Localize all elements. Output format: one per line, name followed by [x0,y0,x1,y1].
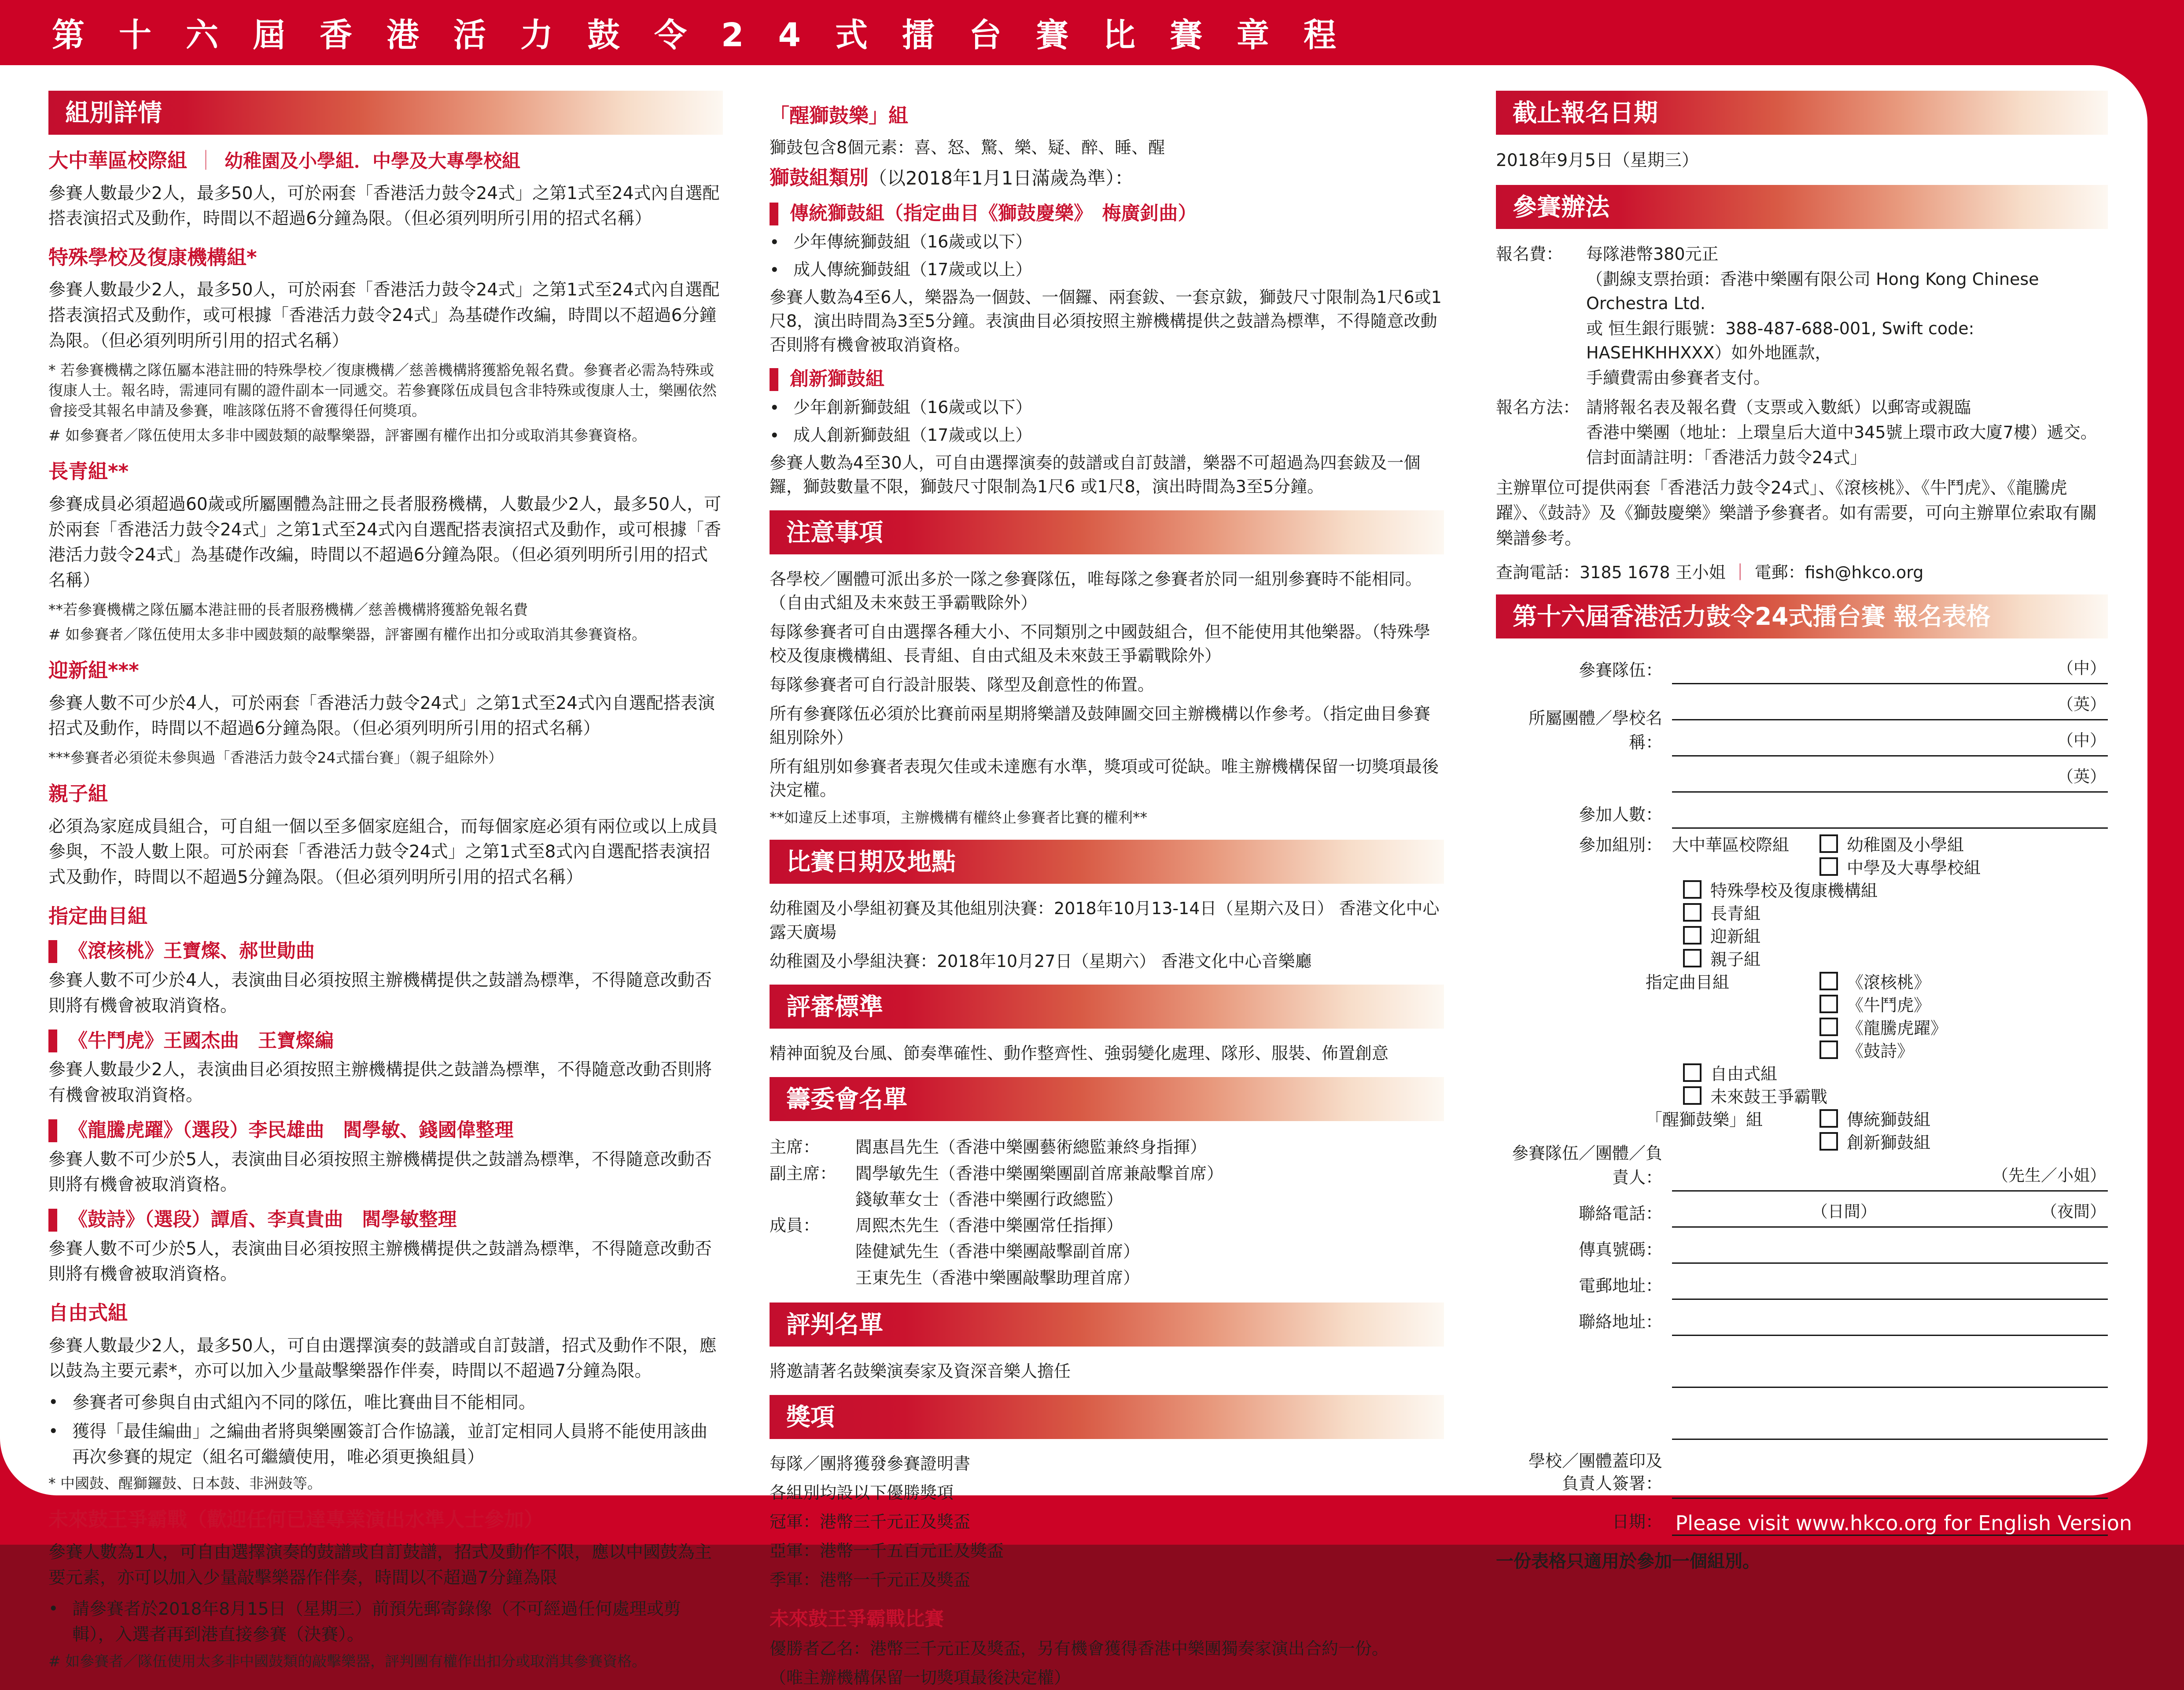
footer-english-version-link[interactable]: Please visit www.hkco.org for English Version [1675,1511,2132,1535]
form-row-category-evergreen [1496,901,2108,924]
section-band-deadline: 截止報名日期 [1496,91,2108,135]
heading-separator: ｜ [196,149,216,172]
form-row-team-chinese [1496,652,2108,684]
footnote-notes: **如違反上述事項，主辦機構有權終止參賽者比賽的權利** [770,809,1147,827]
category-label: 參加組別： [1578,835,1662,855]
fax-input[interactable] [1672,1231,2108,1264]
checkbox-secondary-tertiary[interactable] [1819,857,1838,876]
date-line-2: 幼稚園及小學組決賽：2018年10月27日（星期六） 香港文化中心音樂廳 [770,951,1312,971]
form-note: 一份表格只適用於參加一個組別。 [1496,1551,1760,1572]
address-input-line1[interactable] [1672,1303,2108,1336]
award-line-2: 各組別均設以下優勝獎項 [770,1483,954,1502]
address-input-line3[interactable] [1672,1391,2108,1440]
section-band-committee: 籌委會名單 [770,1077,1444,1121]
checkbox-evergreen[interactable] [1683,903,1702,922]
apply-block [1496,395,2108,471]
note-2: 每隊參賽者可自由選擇各種大小、不同類別之中國鼓組合，但不能使用其他樂器。（特殊學校及復康機構組、長青組、自由式組及未來鼓王爭霸戰除外） [770,622,1431,665]
red-bar-icon [770,203,778,225]
email-label: 電郵地址： [1578,1276,1662,1295]
award-line-5: 季軍：港幣一千元正及獎盃 [770,1570,971,1590]
form-row-category-special [1496,878,2108,901]
piece-desc-long-teng-hu-yue: 參賽人數不可少於5人，表演曲目必須按照主辦機構提供之鼓譜為標準，不得隨意改動否則將有機會被取消資格。 [48,1149,712,1195]
para-judges: 將邀請著名鼓樂演奏家及資深音樂人擔任 [770,1362,1071,1381]
form-row-category-family [1496,947,2108,970]
checkbox-freestyle[interactable] [1683,1063,1702,1082]
bullet-icon: • [770,398,780,417]
footnote-newcomer: ***參賽者必須從未參與過「香港活力鼓令24式擂台賽」（親子組除外） [48,749,503,767]
note-1: 各學校／團體可派出多於一隊之參賽隊伍，唯每隊之參賽者於同一組別參賽時不能相同。（自由式組及未來鼓王爭霸戰除外） [770,569,1422,613]
heading-future-drum-king-contest: 未來鼓王爭霸戰比賽 [770,1607,944,1630]
checkbox-piece-niu-dou-hu[interactable] [1819,995,1838,1013]
fee-line-1: 每隊港幣380元正 [1586,244,1719,264]
apply-label: 報名方法： [1496,398,1580,417]
column-group-details [48,91,723,1670]
form-row-org-chinese [1496,708,2108,756]
checkbox-traditional-lion-drum[interactable] [1819,1109,1838,1128]
para-traditional-lion-drum: 參賽人數為4至6人，樂器為一個鼓、一個鑼、兩套鈸、一套京鈸，獅鼓尺寸限制為1尺6或1尺8，演出時間為3至5分鐘。表演曲目必須按照主辦機構提供之鼓譜為標準，不得隨意改動否則將有機會被取消資格。 [770,288,1442,355]
form-row-category-group1 [1496,832,2108,855]
award-line-1: 每隊／團將獲發參賽證明書 [770,1454,971,1473]
checkbox-piece-long-teng-hu-yue[interactable] [1819,1018,1838,1036]
form-row-category-newcomer [1496,924,2108,947]
piece-heading-traditional-lion-drum: 傳統獅鼓組（指定曲目《獅鼓慶樂》 梅廣釗曲） [770,202,1444,226]
page-title: 第十六屆香港活力鼓令24式擂台賽比賽章程 [52,16,1370,54]
heading-family: 親子組 [48,782,108,806]
piece-heading-gun-he-tao: 《滾核桃》王寶燦、郝世勛曲 [48,940,723,963]
footnote-non-chinese-drums-2: # 如參賽者／隊伍使用太多非中國鼓類的敲擊樂器，評審團有權作出扣分或取消其參賽資格。 [48,625,647,643]
checkbox-family[interactable] [1683,949,1702,967]
checkbox-special-school[interactable] [1683,880,1702,899]
committee-row: 主席： 閻惠昌先生（香港中樂團藝術總監兼終身指揮） [770,1137,1207,1157]
bullet-innovative-adult: • 成人創新獅鼓組（17歲或以上） [770,424,1444,448]
team-name-label: 參賽隊伍： [1578,660,1662,680]
fee-block [1496,242,2108,391]
org-name-english-input[interactable] [1672,760,2108,793]
phone-input[interactable] [1672,1195,2108,1228]
piece-heading-innovative-lion-drum: 創新獅鼓組 [770,368,1444,391]
bullet-icon: • [48,1392,59,1412]
form-row-category-freestyle [1496,1061,2108,1084]
heading-lion-drum-categories: 獅鼓組類別（以2018年1月1日滿歲為準）： [770,166,1134,190]
piece-desc-niu-dou-hu: 參賽人數最少2人，表演曲目必須按照主辦機構提供之鼓譜為標準，不得隨意改動否則將有機會被取消資格。 [48,1060,712,1106]
section-band-method: 參賽辦法 [1496,185,2108,229]
signature-input[interactable] [1672,1498,2108,1499]
signature-label-line2: 負責人簽署： [1562,1474,1662,1494]
bullet-traditional-junior: • 少年傳統獅鼓組（16歲或以下） [770,230,1444,255]
award-line-3: 冠軍：港幣三千元正及獎盃 [770,1512,971,1531]
para-deadline: 2018年9月5日（星期三） [1496,151,1699,170]
para-future-prize: 優勝者乙名：港幣三千元正及獎盃，另有機會獲得香港中樂團獨奏家演出合約一份。 [770,1638,1389,1658]
bullet-freestyle-2: • 獲得「最佳編曲」之編曲者將與樂團簽訂合作協議，並訂定相同人員將不能使用該曲再次參賽的規定（組名可繼續使用，唯必須更換組員） [48,1419,723,1470]
note-3: 每隊參賽者可自行設計服裝、隊型及創意性的佈置。 [770,675,1155,694]
bullet-icon: • [48,1421,59,1441]
form-row-signature [1496,1443,2108,1499]
apply-line-2: 香港中樂團（地址：上環皇后大道中345號上環市政大廈7樓）遞交。 [1586,423,2097,443]
piece-heading-gu-shi: 《鼓詩》（選段）譚盾、李真貴曲 閻學敏整理 [48,1208,723,1232]
piece-desc-gu-shi: 參賽人數不可少於5人，表演曲目必須按照主辦機構提供之鼓譜為標準，不得隨意改動否則將有機會被取消資格。 [48,1239,712,1284]
org-name-label: 所屬團體／學校名稱： [1528,708,1662,752]
form-row-email [1496,1267,2108,1300]
para-scores-available: 主辦單位可提供兩套「香港活力鼓令24式」、《滾核桃》、《牛鬥虎》、《龍騰虎躍》、《鼓詩》及《獅鼓慶樂》樂譜予參賽者。如有需要，可向主辦單位索取有關樂譜參考。 [1496,478,2097,549]
para-family: 必須為家庭成員組合，可自組一個以至多個家庭組合，而每個家庭必須有兩位或以上成員參與，不設人數上限。可於兩套「香港活力鼓令24式」之第1式至8式內自選配搭表演招式及動作，時間以不超過5分鐘為限。（但必須列明所引用的招式名稱） [48,816,718,888]
option-evergreen: 長青組 [1710,904,1761,924]
bullet-icon: • [48,1599,59,1619]
footnote-freestyle: * 中國鼓、醒獅鑼鼓、日本鼓、非洲鼓等。 [48,1475,322,1492]
set-piece-group-label: 指定曲目組 [1646,973,1730,993]
red-bar-icon [48,940,57,963]
option-freestyle: 自由式組 [1710,1064,1778,1084]
para-innovative-lion-drum: 參賽人數為4至30人，可自由選擇演奏的鼓譜或自訂鼓譜，樂器不可超過為四套鈸及一個鑼，獅鼓數量不限，獅鼓尺寸限制為1尺6 或1尺8，演出時間為3至5分鐘。 [770,453,1421,496]
address-label: 聯絡地址： [1578,1312,1662,1332]
bullet-innovative-junior: • 少年創新獅鼓組（16歲或以下） [770,396,1444,420]
heading-freestyle: 自由式組 [48,1301,128,1325]
para-newcomer: 參賽人數不可少於4人，可於兩套「香港活力鼓令24式」之第1式至24式內自選配搭表演招式及動作，時間以不超過6分鐘為限。（但必須列明所引用的招式名稱） [48,693,715,739]
footnote-special-school: * 若參賽機構之隊伍屬本港註冊的特殊學校／復康機構／慈善機構將獲豁免報名費。參賽者必需為特殊或復康人士。報名時，需連同有關的證件副本一同遞交。若參賽隊伍成員包含非特殊或復康人士，樂團依然會接受其報名申請及參賽，唯該隊伍將不會獲得任何獎項。 [48,361,717,419]
heading-newcomer: 迎新組*** [48,659,139,683]
form-row-set-piece-4 [1496,1038,2108,1061]
checkbox-piece-gu-shi[interactable] [1819,1041,1838,1059]
committee-row: 錢敏華女士（香港中樂團行政總監） [855,1189,1123,1209]
red-bar-icon [770,368,778,391]
committee-row: 成員： 周熙杰先生（香港中樂團常任指揮） [770,1216,1123,1236]
para-future-prize-note: （唯主辦機構保留一切獎項最後決定權） [770,1668,1071,1687]
option-piece-long-teng-hu-yue: 《龍騰虎躍》 [1847,1018,1948,1038]
option-future-drum-king: 未來鼓王爭霸戰 [1710,1087,1828,1107]
form-row-set-piece-3 [1496,1015,2108,1038]
heading-evergreen: 長青組** [48,460,129,483]
date-line-1: 幼稚園及小學組初賽及其他組別決賽：2018年10月13-14日（星期六及日） 香港文化中心露天廣場 [770,898,1440,942]
leader-input[interactable] [1672,1159,2108,1192]
heading-set-pieces: 指定曲目組 [48,904,148,928]
apply-line-1: 請將報名表及報名費（支票或入數紙）以郵寄或親臨 [1586,398,1971,417]
english-annotation: （英） [2057,694,2106,714]
section-band-enrolment-form: 第十六屆香港活力鼓令24式擂台賽 報名表格 [1496,594,2108,638]
footnote-evergreen: **若參賽機構之隊伍屬本港註冊的長者服務機構／慈善機構將獲豁免報名費 [48,601,528,618]
org-name-chinese-input[interactable] [1672,724,2108,756]
option-traditional-lion-drum: 傳統獅鼓組 [1847,1110,1931,1130]
bullet-icon: • [770,260,780,280]
heading-special-school: 特殊學校及復康機構組* [48,245,257,269]
form-row-category-group1b [1496,855,2108,878]
section-band-date-venue: 比賽日期及地點 [770,840,1444,884]
piece-heading-long-teng-hu-yue: 《龍騰虎躍》（選段）李民雄曲 閻學敏、錢國偉整理 [48,1119,723,1143]
night-annotation: （夜間） [2041,1202,2106,1221]
red-bar-icon [48,1209,57,1232]
chinese-annotation: （中） [2057,731,2106,750]
enquiry-line: 查詢電話：3185 1678 王小姐 ｜ 電郵：fish@hkco.org [1496,562,1924,582]
option-special-school: 特殊學校及復康機構組 [1710,881,1878,901]
note-4: 所有參賽隊伍必須於比賽前兩星期將樂譜及鼓陣圖交回主辦機構以作參考。（指定曲目參賽組別除外） [770,704,1431,747]
fee-label: 報名費： [1496,244,1563,264]
option-piece-niu-dou-hu: 《牛鬥虎》 [1847,996,1931,1015]
piece-desc-gun-he-tao: 參賽人數不可少於4人，表演曲目必須按照主辦機構提供之鼓譜為標準，不得隨意改動否則將有機會被取消資格。 [48,970,712,1016]
fee-line-2: （劃線支票抬頭：香港中樂團有限公司 Hong Kong Chinese Orchestra Ltd. [1586,269,2039,313]
heading-future-drum-king: 未來鼓王爭霸戰（歡迎任何已達專業演出水準人士參加） [48,1508,544,1531]
checkbox-innovative-lion-drum[interactable] [1819,1132,1838,1151]
para-freestyle: 參賽人數最少2人，最多50人，可自由選擇演奏的鼓譜或自訂鼓譜，招式及動作不限，應以鼓為主要元素*，亦可以加入少量敲擊樂器作伴奏，時間以不超過7分鐘為限。 [48,1336,717,1381]
footnote-non-chinese-drums: # 如參賽者／隊伍使用太多非中國鼓類的敲擊樂器，評審團有權作出扣分或取消其參賽資格。 [48,427,647,444]
checkbox-piece-gun-he-tao[interactable] [1819,972,1838,990]
form-row-phone [1496,1195,2108,1228]
form-row-address-2 [1496,1339,2108,1388]
option-family: 親子組 [1710,950,1761,970]
option-innovative-lion-drum: 創新獅鼓組 [1847,1133,1931,1153]
para-evergreen: 參賽成員必須超過60歲或所屬團體為註冊之長者服務機構，人數最少2人，最多50人，可於兩套「香港活力鼓令24式」之第1式至24式內自選配搭表演招式及動作，或可根據「香港活力鼓令24式」為基礎作改編，時間以不超過6分鐘為限。（但必須列明所引用的招式名稱） [48,494,722,590]
section-band-awards: 獎項 [770,1395,1444,1439]
leader-label: 參賽隊伍／團體／負責人： [1511,1143,1662,1187]
para-special-school: 參賽人數最少2人，最多50人，可於兩套「香港活力鼓令24式」之第1式至24式內自選配搭表演招式及動作，或可根據「香港活力鼓令24式」為基礎作改編，時間以不超過6分鐘為限。（但必須列明所引用的招式名稱） [48,280,720,351]
award-line-4: 亞軍：港幣一千五百元正及獎盃 [770,1541,1004,1561]
team-name-chinese-input[interactable] [1672,652,2108,684]
section-band-notes: 注意事項 [770,510,1444,554]
mr-ms-annotation: （先生／小姐） [1992,1166,2106,1185]
footnote-future-drum-king: # 如參賽者／隊伍使用太多非中國鼓類的敲擊樂器，評判團有權作出扣分或取消其參賽資格。 [48,1652,647,1670]
participants-label: 參加人數： [1578,804,1662,824]
fee-line-4: 手續費需由參賽者支付。 [1586,368,1771,388]
piece-heading-niu-dou-hu: 《牛鬥虎》王國杰曲 王寶燦編 [48,1029,723,1053]
red-bar-icon [48,1029,57,1052]
email-input[interactable] [1672,1267,2108,1300]
para-interschool: 參賽人數最少2人，最多50人，可於兩套「香港活力鼓令24式」之第1式至24式內自選配搭表演招式及動作，時間以不超過6分鐘為限。（但必須列明所引用的招式名稱） [48,183,720,229]
column-lion-drum-and-info [770,91,1444,1687]
fee-line-3: 或 恒生銀行賬號：388-487-688-001, Swift code: HASEHKHHXXX）如外地匯款， [1586,319,1974,363]
option-piece-gu-shi: 《鼓詩》 [1847,1041,1914,1061]
form-row-org-english [1496,760,2108,793]
phone-label: 聯絡電話： [1578,1203,1662,1223]
fax-label: 傳真號碼： [1578,1240,1662,1259]
form-row-category-future-drum-king [1496,1084,2108,1107]
form-row-fax [1496,1231,2108,1264]
option-newcomer: 迎新組 [1710,927,1761,947]
option-piece-gun-he-tao: 《滾核桃》 [1847,973,1931,993]
form-row-set-piece-2 [1496,993,2108,1015]
english-annotation: （英） [2057,767,2106,786]
red-bar-icon [48,1119,57,1142]
committee-row: 王東先生（香港中樂團敲擊助理首席） [855,1268,1140,1288]
checkbox-kindergarten-primary[interactable] [1819,834,1838,853]
committee-row: 副主席： 閻學敏先生（香港中樂團樂團副首席兼敲擊首席） [770,1163,1224,1183]
date-label: 日期： [1612,1512,1662,1531]
section-band-group-details: 組別詳情 [48,91,723,135]
form-row-address [1496,1303,2108,1336]
section-band-judges: 評判名單 [770,1303,1444,1347]
heading-greater-china-interschool: 大中華區校際組 ｜ 幼稚園及小學組．中學及大專學校組 [48,149,521,172]
signature-label-line1: 學校／團體蓋印及 [1528,1451,1662,1471]
enquiry-separator: ｜ [1731,562,1749,582]
committee-row: 陸健斌先生（香港中樂團敲擊副首席） [855,1242,1140,1262]
form-row-set-piece-1 [1496,970,2108,993]
form-row-lion-drum-1 [1496,1107,2108,1130]
daytime-annotation: （日間） [1811,1202,1877,1221]
bullet-future-drum-king: • 請參賽者於2018年8月15日（星期三）前預先郵寄錄像（不可經過任何處理或剪輯），入選者再到港直接參賽（決賽）。 [48,1597,723,1647]
bullet-icon: • [770,232,780,252]
top-title-bar [0,0,2184,65]
para-future-drum-king: 參賽人數為1人，可自由選擇演奏的鼓譜或自訂鼓譜，招式及動作不限，應以中國鼓為主要元素，亦可以加入少量敲擊樂器作伴奏，時間以不超過7分鐘為限 [48,1542,712,1588]
checkbox-newcomer[interactable] [1683,926,1702,945]
note-5: 所有組別如參賽者表現欠佳或未達應有水準，獎項或可從缺。唯主辦機構保留一切獎項最後決定權。 [770,756,1439,800]
lion-drum-group-label: 「醒獅鼓樂」組 [1646,1110,1763,1130]
section-band-criteria: 評審標準 [770,985,1444,1029]
para-criteria: 精神面貌及台風、節奏準確性、動作整齊性、強弱變化處理、隊形、服裝、佈置創意 [770,1044,1389,1063]
bullet-traditional-adult: • 成人傳統獅鼓組（17歲或以上） [770,258,1444,282]
option-kindergarten-primary: 幼稚園及小學組 [1847,835,1964,855]
heading-lion-drum-group: 「醒獅鼓樂」組 [770,104,909,127]
apply-line-3: 信封面請註明：「香港活力鼓令24式」 [1586,448,1867,468]
team-name-english-input[interactable] [1672,688,2108,720]
bullet-icon: • [770,425,780,445]
chinese-annotation: （中） [2057,658,2106,678]
form-row-address-3 [1496,1391,2108,1440]
address-input-line2[interactable] [1672,1339,2108,1388]
form-row-participants [1496,796,2108,829]
participants-input[interactable] [1672,796,2108,829]
para-lion-drum-elements: 獅鼓包含8個元素：喜、怒、驚、樂、疑、醉、睡、醒 [770,137,1165,157]
checkbox-future-drum-king[interactable] [1683,1086,1702,1105]
bullet-freestyle-1: • 參賽者可參與自由式組內不同的隊伍，唯比賽曲目不能相同。 [48,1390,723,1416]
option-secondary-tertiary: 中學及大專學校組 [1847,858,1981,878]
category-group1-label: 大中華區校際組 [1672,835,1790,855]
